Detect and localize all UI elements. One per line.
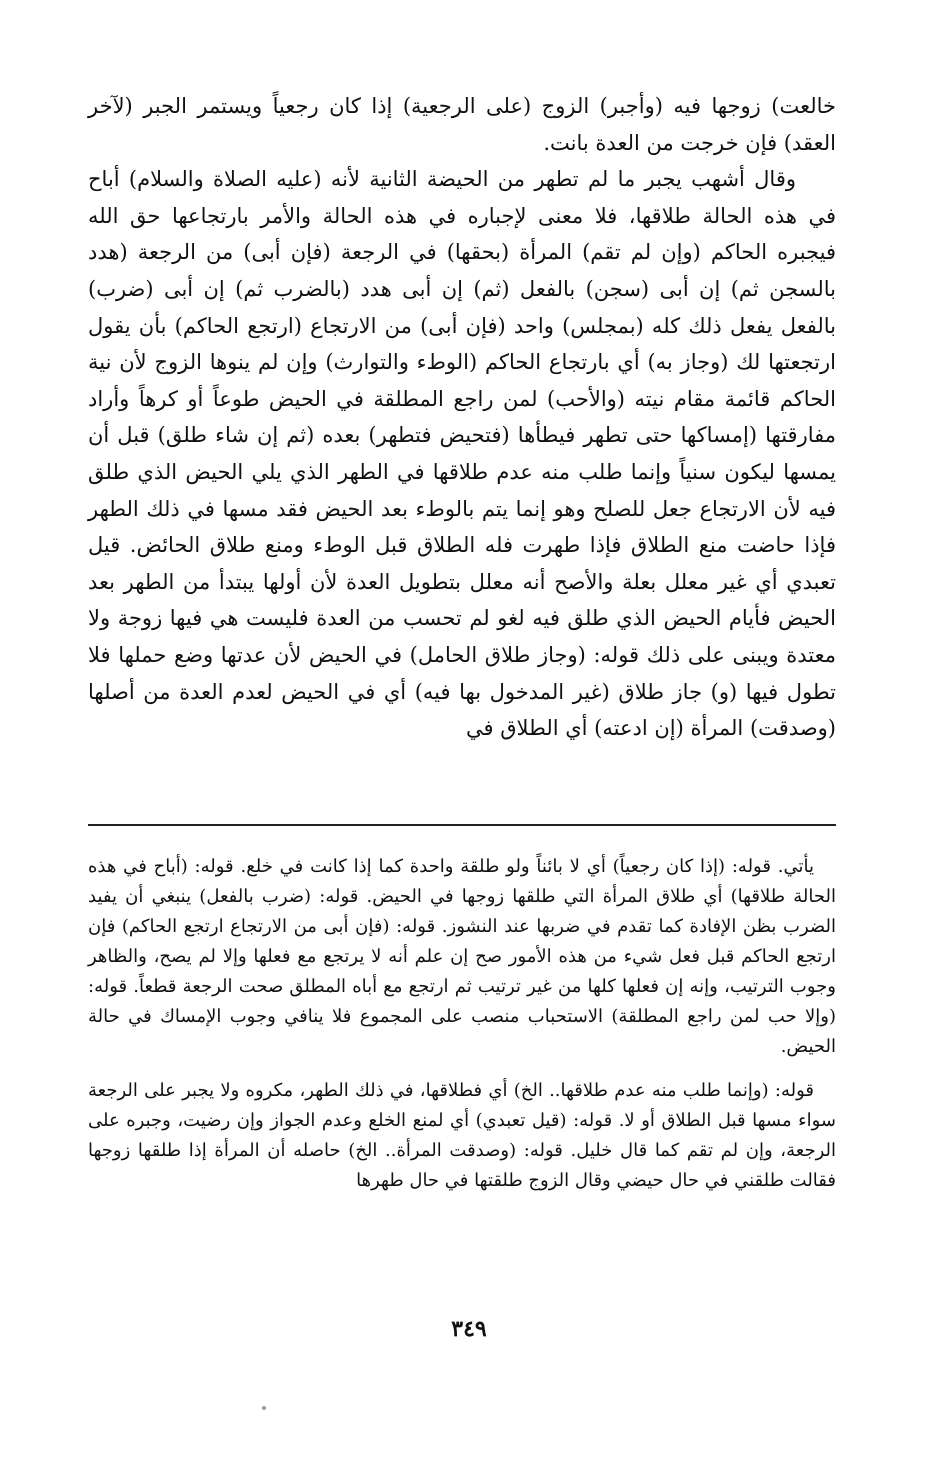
footnotes-section (88, 852, 836, 1210)
main-paragraph-2: وقال أشهب يجبر ما لم تطهر من الحيضة الثانية لأنه (عليه الصلاة والسلام) أباح في هذه الحالة طلاقها، فلا معنى لإجباره في هذه الحالة والأمر بارتجاعها حق الله فيجبره الحاكم (وإن لم تقم) المرأة (بحقها) في الرجعة (فإن أبى) من الرجعة (هدد بالسجن ثم) إن أبى (سجن) بالفعل (ثم) إن أبى هدد (بالضرب ثم) إن أبى (ضرب) بالفعل يفعل ذلك كله (بمجلس) واحد (فإن أبى) من الارتجاع (ارتجع الحاكم) بأن يقول ارتجعتها لك (وجاز به) أي بارتجاع الحاكم (الوطء والتوارث) وإن لم ينوها الزوج لأن نية الحاكم قائمة مقام نيته (والأحب) لمن راجع المطلقة في الحيض طوعاً أو كرهاً وأراد مفارقتها (إمساكها حتى تطهر فيطأها (فتحيض فتطهر) بعده (ثم إن شاء طلق) قبل أن يمسها ليكون سنياً وإنما طلب منه عدم طلاقها في الطهر الذي يلي الحيض الذي طلق فيه لأن الارتجاع جعل للصلح وهو إنما يتم بالوطء بعد الحيض فقد مسها في ذلك الطهر فإذا حاضت منع الطلاق فإذا طهرت فله الطلاق قبل الوطء ومنع طلاق الحائض. قيل تعبدي أي غير معلل بعلة والأصح أنه معلل بتطويل العدة لأن أولها يبتدأ من الطهر بعد الحيض فأيام الحيض الذي طلق فيه لغو لم تحسب من العدة فليست هي فيها زوجة ولا معتدة ويبنى على ذلك قوله: (وجاز طلاق الحامل) في الحيض لأن عدتها وضع حملها فلا تطول فيها (و) جاز طلاق (غير المدخول بها فيه) أي في الحيض لعدم العدة من أصلها (وصدقت) المرأة (إن ادعته) أي الطلاق في (88, 167, 836, 741)
page-number: ٣٤٩ (451, 1316, 487, 1342)
footnote-paragraph-1: يأتي. قوله: (إذا كان رجعياً) أي لا بائناً ولو طلقة واحدة كما إذا كانت في خلع. قوله: (أباح في هذه الحالة طلاقها) أي طلاق المرأة التي طلقها زوجها في الحيض. قوله: (ضرب بالفعل) ينبغي أن يفيد الضرب بظن الإفادة كما تقدم في ضربها عند النشوز. قوله: (فإن أبى من الارتجاع ارتجع الحاكم) فإن ارتجع الحاكم قبل فعل شيء من هذه الأمور صح إن علم أنه لا يرتجع مع فعلها وإلا لم يصح، والظاهر وجوب الترتيب، وإنه إن فعلها كلها من غير ترتيب ثم ارتجع مع أباه المطلق صحت الرجعة قطعاً. قوله: (وإلا حب لمن راجع المطلقة) الاستحباب منصب على المجموع فلا ينافي وجوب الإمساك في حالة الحيض. (88, 856, 836, 1057)
main-body-text (88, 88, 836, 747)
footnote-paragraph-2: قوله: (وإنما طلب منه عدم طلاقها.. الخ) أي فطلاقها، في ذلك الطهر، مكروه ولا يجبر على الرجعة سواء مسها قبل الطلاق أو لا. قوله: (قيل تعبدي) أي لمنع الخلع وعدم الجواز وإن رضيت، وجبره على الرجعة، وإن لم تقم كما قال خليل. قوله: (وصدقت المرأة.. الخ) حاصله أن المرأة إذا طلقها زوجها فقالت طلقني في حال حيضي وقال الزوج طلقتها في حال طهرها (88, 1080, 836, 1191)
footnote-divider (88, 824, 836, 826)
scan-speck (262, 1406, 266, 1410)
main-paragraph-1: خالعت) زوجها فيه (وأجبر) الزوج (على الرجعية) إذا كان رجعياً ويستمر الجبر (لآخر العقد) فإن خرجت من العدة بانت. (88, 94, 836, 155)
